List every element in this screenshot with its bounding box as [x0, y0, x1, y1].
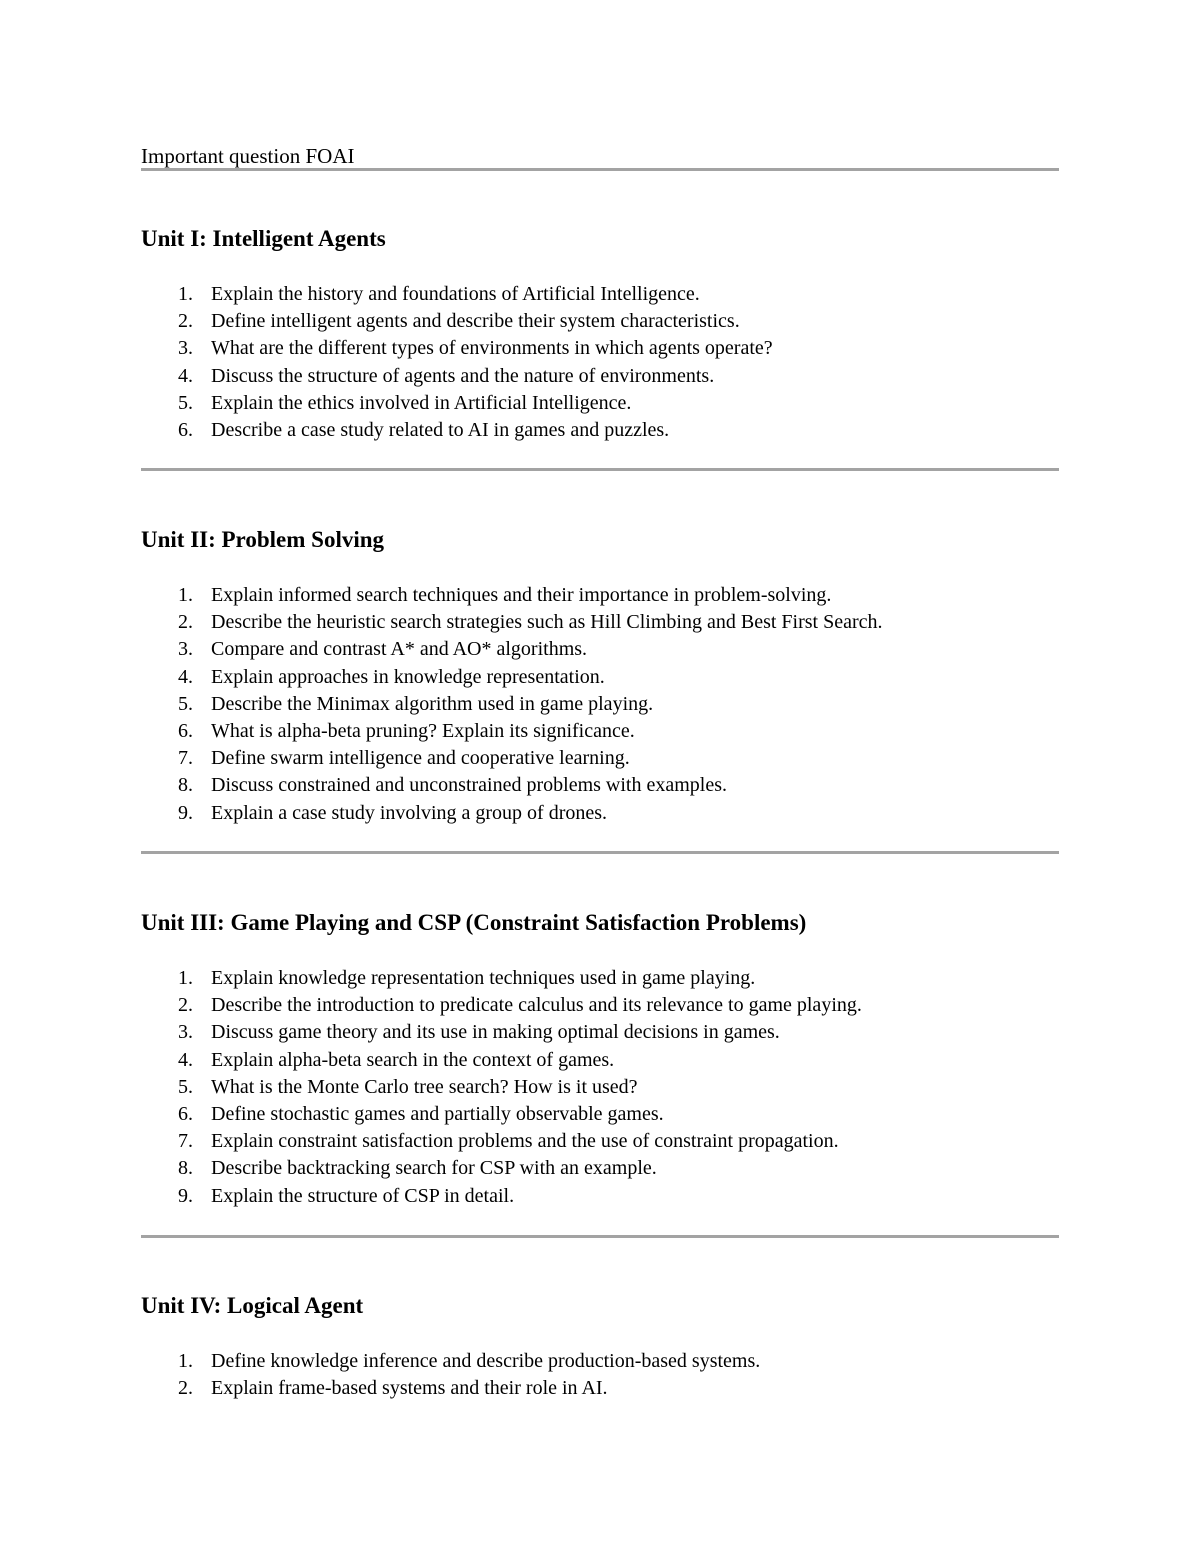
question-item	[141, 718, 1059, 745]
question-number: 1.	[178, 283, 193, 305]
question-number: 7.	[178, 747, 193, 770]
question-item	[141, 1019, 1059, 1046]
question-number: 5.	[178, 391, 193, 414]
question-text: Explain the ethics involved in Artificial Intelligence.	[211, 391, 632, 414]
question-number: 5.	[178, 1075, 193, 1098]
question-text: Describe the Minimax algorithm used in game playing.	[211, 692, 654, 715]
question-number: 9.	[178, 1184, 193, 1207]
question-number: 1.	[178, 584, 193, 606]
question-number: 6.	[178, 418, 193, 441]
question-item	[141, 417, 1059, 444]
question-item	[141, 1074, 1059, 1101]
question-text: Explain the history and foundations of Artificial Intelligence.	[211, 283, 700, 305]
unit-section	[141, 225, 1059, 444]
unit-heading: Unit IV: Logical Agent	[141, 1293, 364, 1318]
question-item	[141, 1155, 1059, 1182]
question-item	[141, 745, 1059, 772]
question-item	[141, 1348, 1059, 1375]
question-number: 1.	[178, 1350, 193, 1372]
question-item	[141, 800, 1059, 827]
unit-heading: Unit I: Intelligent Agents	[141, 226, 386, 251]
question-item	[141, 1101, 1059, 1128]
question-item	[141, 691, 1059, 718]
question-number: 2.	[178, 994, 193, 1017]
question-text: Discuss constrained and unconstrained problems with examples.	[211, 774, 727, 797]
question-item	[141, 582, 1059, 609]
question-text: Discuss game theory and its use in making optimal decisions in games.	[211, 1021, 780, 1044]
question-item	[141, 1375, 1059, 1402]
question-number: 1.	[178, 967, 193, 989]
question-text: What are the different types of environments in which agents operate?	[211, 337, 773, 360]
question-text: Define intelligent agents and describe their system characteristics.	[211, 310, 740, 333]
question-number: 2.	[178, 310, 193, 333]
question-text: Explain the structure of CSP in detail.	[211, 1184, 515, 1207]
section-divider	[141, 468, 1059, 471]
question-text: Discuss the structure of agents and the nature of environments.	[211, 364, 715, 387]
question-item	[141, 335, 1059, 362]
question-text: Describe a case study related to AI in games and puzzles.	[211, 418, 670, 441]
question-text: Describe backtracking search for CSP with an example.	[211, 1157, 657, 1180]
unit-section	[141, 1292, 1059, 1402]
question-number: 8.	[178, 774, 193, 797]
section-divider	[141, 851, 1059, 854]
question-text: What is alpha-beta pruning? Explain its significance.	[211, 719, 635, 742]
question-list	[141, 582, 1059, 827]
question-number: 4.	[178, 665, 193, 688]
unit-heading: Unit III: Game Playing and CSP (Constraint Satisfaction Problems)	[141, 910, 807, 935]
question-number: 2.	[178, 611, 193, 634]
question-number: 6.	[178, 719, 193, 742]
question-text: Compare and contrast A* and AO* algorithms.	[211, 638, 588, 661]
question-text: Explain alpha-beta search in the context of games.	[211, 1048, 615, 1071]
question-number: 2.	[178, 1377, 193, 1400]
question-text: Describe the heuristic search strategies such as Hill Climbing and Best First Search.	[211, 611, 883, 634]
question-item	[141, 965, 1059, 992]
section-divider	[141, 1235, 1059, 1238]
question-text: What is the Monte Carlo tree search? How is it used?	[211, 1075, 638, 1098]
question-list	[141, 281, 1059, 444]
question-item	[141, 363, 1059, 390]
question-item	[141, 390, 1059, 417]
question-item	[141, 772, 1059, 799]
question-item	[141, 1047, 1059, 1074]
question-item	[141, 308, 1059, 335]
question-text: Explain knowledge representation techniques used in game playing.	[211, 967, 756, 989]
question-number: 9.	[178, 801, 193, 824]
question-item	[141, 664, 1059, 691]
question-number: 6.	[178, 1102, 193, 1125]
question-text: Define knowledge inference and describe production-based systems.	[211, 1350, 761, 1372]
question-number: 3.	[178, 337, 193, 360]
document-title: Important question FOAI	[141, 144, 355, 168]
question-number: 3.	[178, 638, 193, 661]
question-text: Explain constraint satisfaction problems and the use of constraint propagation.	[211, 1130, 839, 1153]
question-item	[141, 281, 1059, 308]
question-text: Describe the introduction to predicate calculus and its relevance to game playing.	[211, 994, 862, 1017]
question-item	[141, 609, 1059, 636]
question-item	[141, 992, 1059, 1019]
title-divider	[141, 168, 1059, 171]
unit-section	[141, 526, 1059, 827]
question-text: Explain a case study involving a group of drones.	[211, 801, 608, 824]
question-item	[141, 1128, 1059, 1155]
question-item	[141, 636, 1059, 663]
question-text: Explain frame-based systems and their role in AI.	[211, 1377, 608, 1400]
unit-section	[141, 909, 1059, 1210]
question-list	[141, 1348, 1059, 1402]
question-number: 5.	[178, 692, 193, 715]
question-text: Explain informed search techniques and their importance in problem-solving.	[211, 584, 832, 606]
question-text: Define swarm intelligence and cooperative learning.	[211, 747, 630, 770]
question-number: 3.	[178, 1021, 193, 1044]
unit-heading: Unit II: Problem Solving	[141, 527, 385, 552]
question-number: 4.	[178, 364, 193, 387]
question-text: Define stochastic games and partially observable games.	[211, 1102, 664, 1125]
question-number: 7.	[178, 1130, 193, 1153]
question-number: 8.	[178, 1157, 193, 1180]
question-item	[141, 1183, 1059, 1210]
question-list	[141, 965, 1059, 1210]
question-number: 4.	[178, 1048, 193, 1071]
question-text: Explain approaches in knowledge representation.	[211, 665, 605, 688]
